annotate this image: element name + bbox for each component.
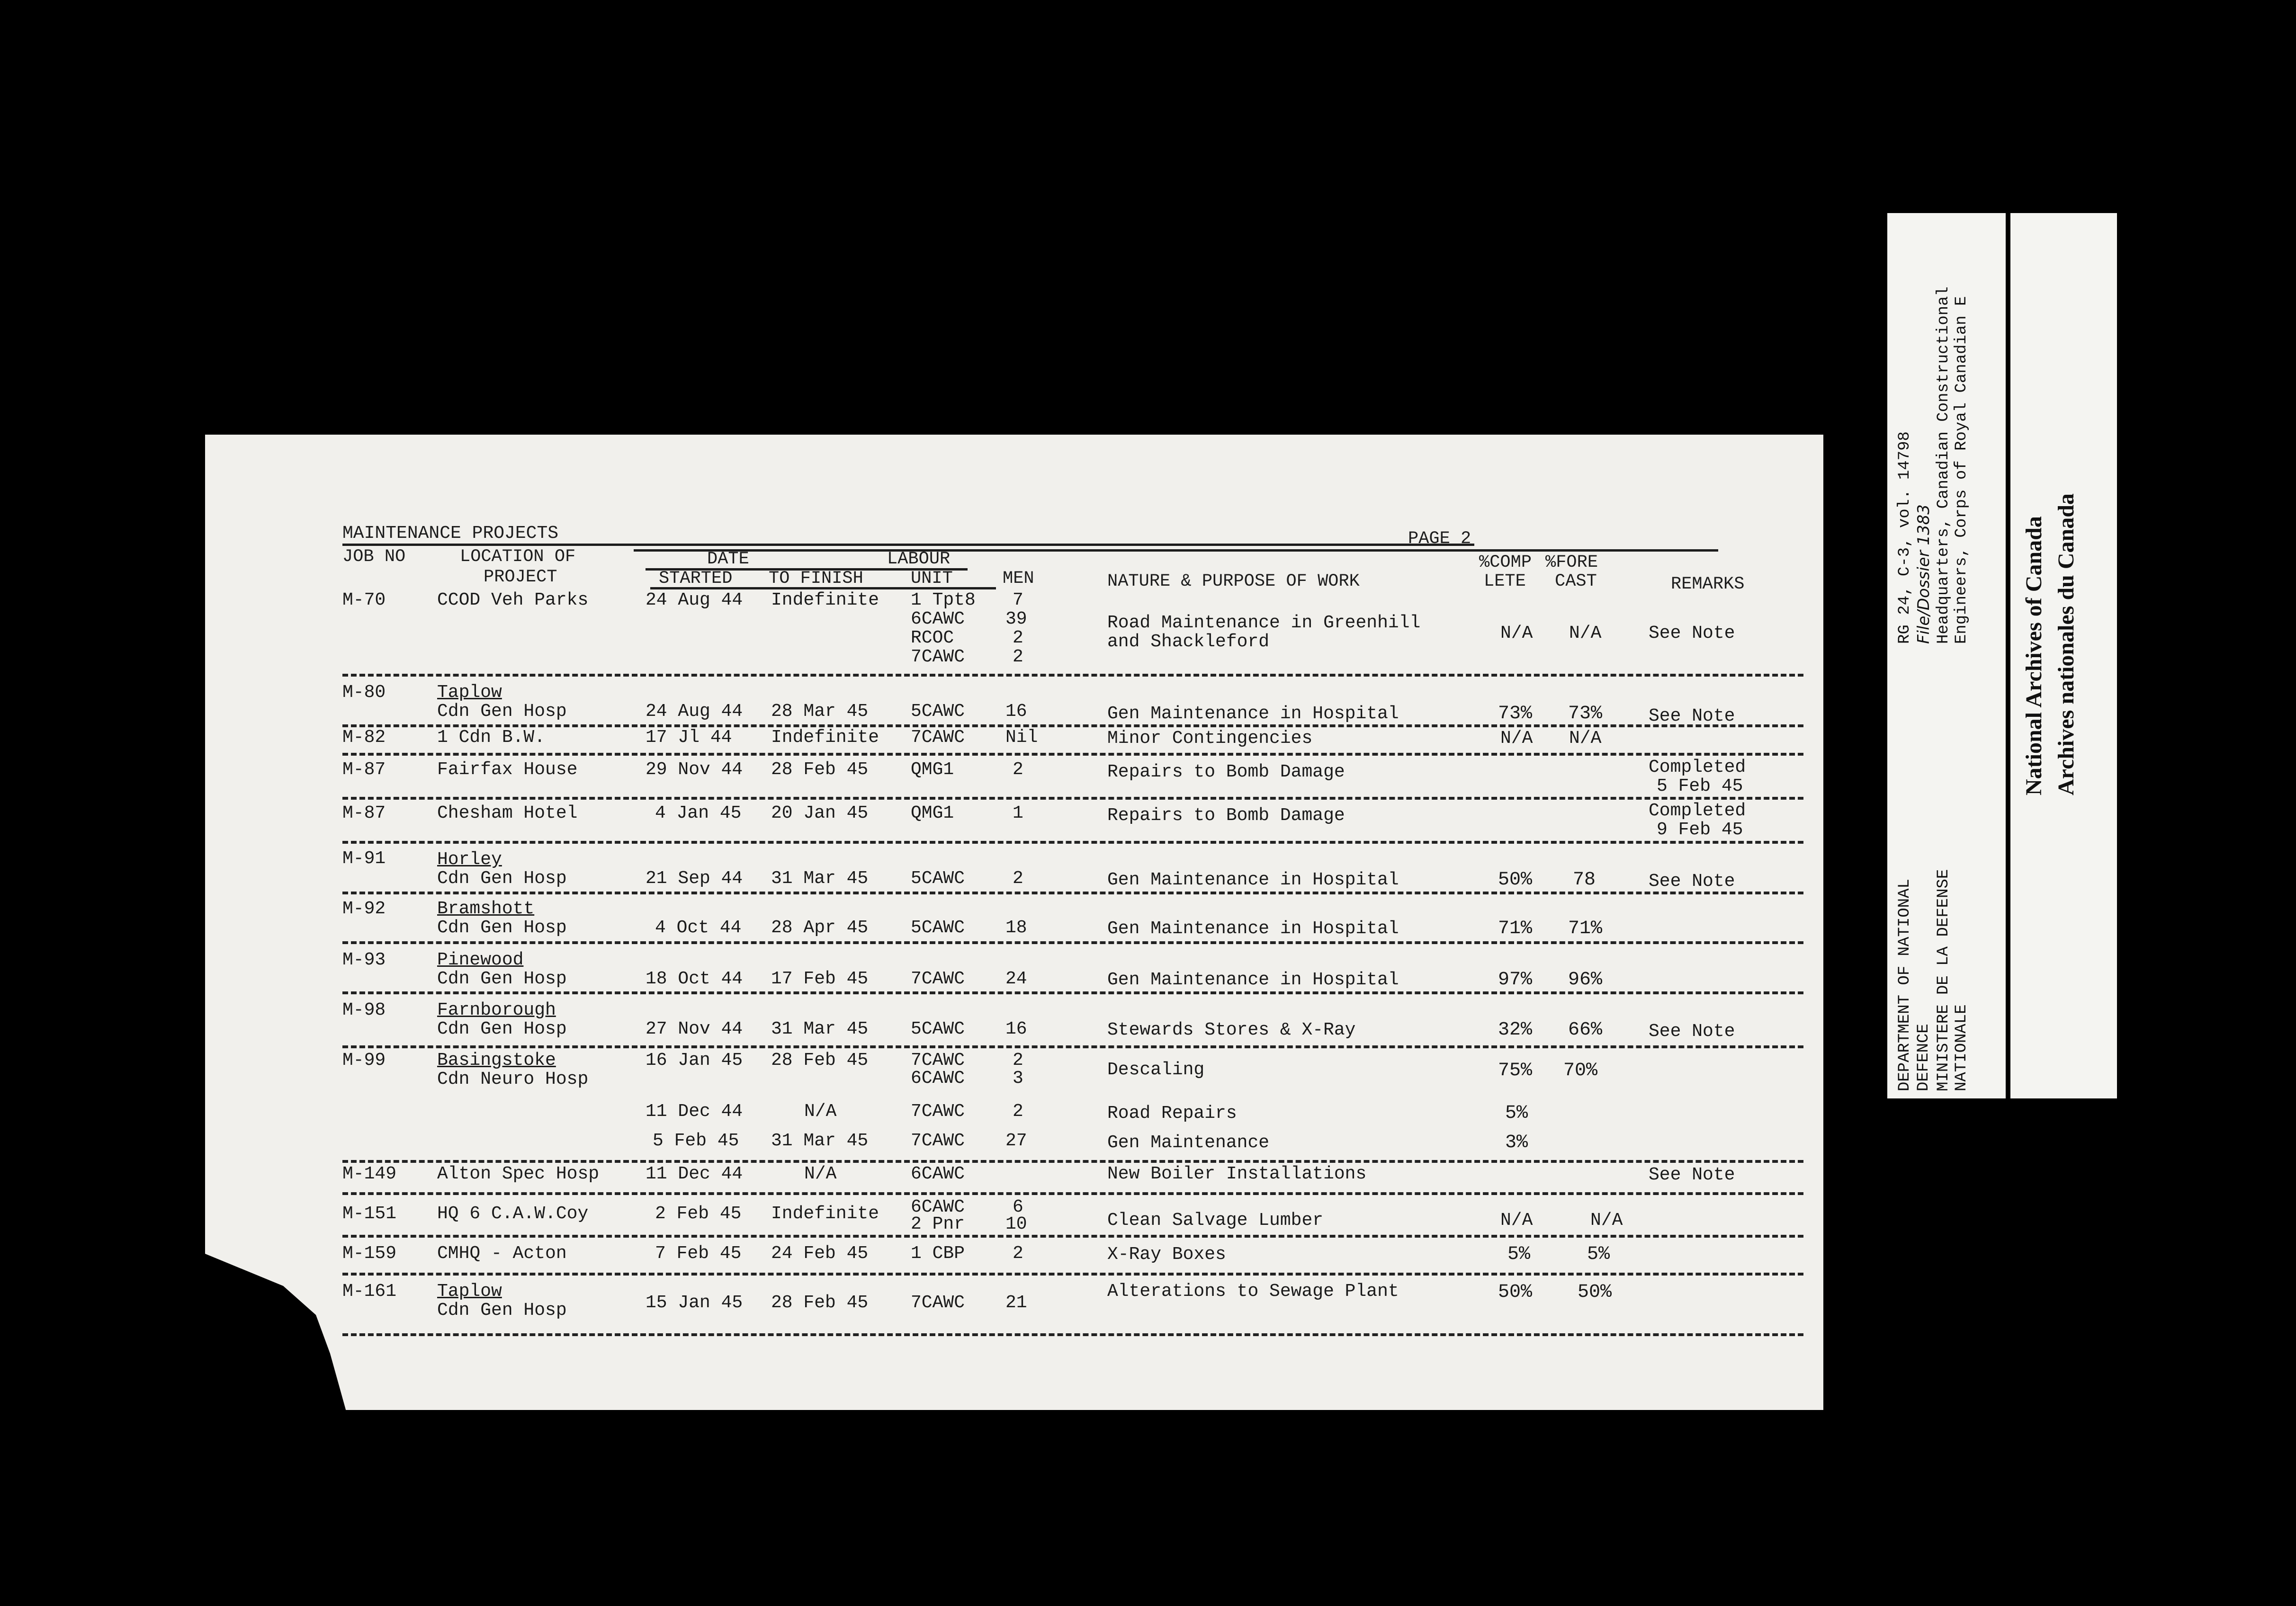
labour-unit: 7CAWC	[911, 969, 965, 989]
job-no: M-80	[342, 682, 386, 703]
nature-of-work: Gen Maintenance in Hospital	[1107, 704, 1399, 724]
date-started: 4 Oct 44	[655, 918, 742, 938]
labour-unit: QMG1	[911, 759, 954, 780]
remarks: See Note	[1649, 1021, 1735, 1042]
men-count: 1	[1013, 803, 1023, 823]
men-count: 2	[1013, 1243, 1023, 1264]
date-finish: 28 Feb 45	[771, 759, 869, 780]
header-labour: LABOUR	[887, 549, 951, 569]
labour-unit: RCOC	[911, 628, 954, 648]
date-finish: 31 Mar 45	[771, 1019, 869, 1039]
job-no: M-149	[342, 1164, 397, 1184]
location-detail: Cdn Gen Hosp	[437, 1019, 567, 1039]
nature-of-work: New Boiler Installations	[1107, 1164, 1367, 1184]
header-fore-1: %FORE	[1545, 553, 1598, 572]
percent-forecast: 66%	[1568, 1019, 1603, 1041]
percent-forecast: 5%	[1587, 1244, 1610, 1265]
labour-unit: 1 Tpt8	[911, 590, 976, 610]
job-no: M-93	[342, 950, 386, 970]
men-count: 18	[1005, 918, 1027, 938]
location: Basingstoke	[437, 1050, 556, 1071]
remarks: See Note	[1649, 623, 1735, 643]
location-detail: Cdn Gen Hosp	[437, 918, 567, 938]
percent-complete: 50%	[1498, 869, 1533, 891]
remarks: Completed	[1649, 801, 1746, 821]
men-count: 10	[1005, 1214, 1027, 1234]
header-nature: NATURE & PURPOSE OF WORK	[1107, 571, 1360, 591]
date-finish: N/A	[804, 1164, 837, 1184]
header-rule-4	[650, 587, 996, 589]
labour-unit: 7CAWC	[911, 1101, 965, 1122]
labour-unit: 7CAWC	[911, 1293, 965, 1313]
percent-forecast: 78	[1573, 869, 1596, 891]
remarks: See Note	[1649, 1165, 1735, 1185]
percent-complete: 3%	[1505, 1132, 1528, 1153]
percent-complete: 32%	[1498, 1019, 1533, 1041]
nature-of-work: Minor Contingencies	[1107, 728, 1313, 749]
header-remarks: REMARKS	[1671, 574, 1745, 594]
job-no: M-87	[342, 759, 386, 780]
men-count: 3	[1013, 1068, 1023, 1089]
date-finish: 28 Mar 45	[771, 701, 869, 722]
job-no: M-70	[342, 590, 386, 610]
row-separator	[342, 1333, 1803, 1336]
date-finish: 31 Mar 45	[771, 868, 869, 889]
date-finish: 28 Apr 45	[771, 918, 869, 938]
row-separator	[342, 674, 1803, 677]
date-finish: Indefinite	[771, 590, 879, 610]
row-separator	[342, 841, 1803, 844]
labour-unit: 7CAWC	[911, 1131, 965, 1151]
nature-of-work: Clean Salvage Lumber	[1107, 1210, 1324, 1231]
date-finish: 28 Feb 45	[771, 1050, 869, 1071]
header-rule-2	[634, 549, 1718, 552]
percent-complete: 71%	[1498, 918, 1533, 939]
percent-complete: 5%	[1507, 1244, 1531, 1265]
job-no: M-87	[342, 803, 386, 823]
header-comp-2: LETE	[1484, 571, 1526, 591]
header-rule-top	[342, 544, 1474, 546]
men-count: 2	[1013, 868, 1023, 889]
location: 1 Cdn B.W.	[437, 727, 546, 748]
men-count: 24	[1005, 969, 1027, 989]
row-separator	[342, 941, 1803, 944]
date-finish: 24 Feb 45	[771, 1243, 869, 1264]
date-started: 17 Jl 44	[646, 727, 732, 748]
percent-forecast: 73%	[1568, 703, 1603, 724]
date-started: 18 Oct 44	[646, 969, 743, 989]
location: HQ 6 C.A.W.Coy	[437, 1204, 589, 1224]
men-count: 2	[1013, 759, 1023, 780]
archive-ref-line: Headquarters, Canadian Constructional	[1935, 286, 1953, 644]
percent-forecast: 50%	[1578, 1282, 1612, 1303]
department-line: MINISTERE DE LA DEFENSE	[1935, 869, 1953, 1091]
location: CCOD Veh Parks	[437, 590, 589, 610]
header-started: STARTED	[659, 569, 733, 589]
date-started: 2 Feb 45	[655, 1204, 742, 1224]
row-separator	[342, 753, 1803, 756]
nature-of-work: X-Ray Boxes	[1107, 1244, 1226, 1265]
document-sheet	[205, 435, 1823, 1410]
document-title: MAINTENANCE PROJECTS	[342, 523, 559, 544]
labour-unit: 6CAWC	[911, 1068, 965, 1089]
nature-of-work: Descaling	[1107, 1060, 1205, 1080]
percent-complete: 5%	[1505, 1103, 1528, 1124]
header-date: DATE	[707, 549, 749, 569]
location: CMHQ - Acton	[437, 1243, 567, 1264]
percent-complete: 97%	[1498, 969, 1533, 990]
men-count: 2	[1013, 1101, 1023, 1122]
row-separator	[342, 892, 1803, 894]
department-line: DEPARTMENT OF NATIONAL	[1896, 879, 1914, 1091]
men-count: 6	[1013, 1197, 1023, 1217]
archive-ref-line: Engineers, Corps of Royal Canadian E	[1953, 296, 1971, 644]
archives-name-english: National Archives of Canada	[2021, 516, 2046, 795]
nature-of-work: and Shackleford	[1107, 632, 1270, 652]
header-fore-2: CAST	[1555, 571, 1597, 591]
header-to-finish: TO FINISH	[769, 569, 863, 589]
date-finish: 17 Feb 45	[771, 969, 869, 989]
archives-name-french: Archives nationales du Canada	[2054, 493, 2079, 795]
labour-unit: 7CAWC	[911, 727, 965, 748]
nature-of-work: Gen Maintenance	[1107, 1133, 1270, 1153]
location: Taplow	[437, 682, 502, 703]
job-no: M-161	[342, 1281, 397, 1302]
location: Farnborough	[437, 1000, 556, 1020]
date-finish: N/A	[804, 1101, 837, 1122]
nature-of-work: Repairs to Bomb Damage	[1107, 805, 1345, 826]
labour-unit: 7CAWC	[911, 1050, 965, 1071]
archive-ref-line: File/Dossier 1383	[1914, 504, 1933, 644]
men-count: 2	[1013, 628, 1023, 648]
labour-unit: 2 Pnr	[911, 1214, 965, 1234]
date-started: 24 Aug 44	[646, 701, 743, 722]
job-no: M-99	[342, 1050, 386, 1071]
labour-unit: QMG1	[911, 803, 954, 823]
header-location-2: PROJECT	[484, 567, 557, 587]
date-finish: 31 Mar 45	[771, 1131, 869, 1151]
percent-forecast: 96%	[1568, 969, 1603, 990]
men-count: 39	[1005, 609, 1027, 629]
date-started: 21 Sep 44	[646, 868, 743, 889]
location: Pinewood	[437, 950, 524, 970]
percent-complete: N/A	[1500, 728, 1533, 749]
date-started: 4 Jan 45	[655, 803, 742, 823]
nature-of-work: Repairs to Bomb Damage	[1107, 762, 1345, 782]
date-finish: 28 Feb 45	[771, 1293, 869, 1313]
row-separator	[342, 1273, 1803, 1276]
labour-unit: 1 CBP	[911, 1243, 965, 1264]
remarks: Completed	[1649, 757, 1746, 777]
labour-unit: 5CAWC	[911, 1019, 965, 1039]
date-started: 11 Dec 44	[646, 1101, 743, 1122]
nature-of-work: Road Maintenance in Greenhill	[1107, 613, 1421, 633]
archive-reference-label	[1887, 213, 2006, 1098]
percent-forecast: N/A	[1569, 623, 1602, 643]
date-started: 7 Feb 45	[655, 1243, 742, 1264]
remarks: 9 Feb 45	[1657, 820, 1743, 840]
location: Alton Spec Hosp	[437, 1164, 600, 1184]
row-separator	[342, 724, 1803, 727]
location: Fairfax House	[437, 759, 578, 780]
date-started: 5 Feb 45	[653, 1131, 739, 1151]
torn-corner	[205, 1254, 347, 1410]
labour-unit: 6CAWC	[911, 609, 965, 629]
job-no: M-98	[342, 1000, 386, 1020]
job-no: M-82	[342, 727, 386, 748]
header-unit: UNIT	[911, 569, 953, 589]
date-started: 11 Dec 44	[646, 1164, 743, 1184]
labour-unit: 5CAWC	[911, 701, 965, 722]
labour-unit: 6CAWC	[911, 1197, 965, 1217]
men-count: 21	[1005, 1293, 1027, 1313]
labour-unit: 6CAWC	[911, 1164, 965, 1184]
archive-ref-line: RG 24, C-3, vol. 14798	[1896, 431, 1914, 644]
header-location-1: LOCATION OF	[460, 547, 576, 567]
row-separator	[342, 1160, 1803, 1163]
remarks: 5 Feb 45	[1657, 776, 1743, 796]
date-finish: Indefinite	[771, 1204, 879, 1224]
men-count: 16	[1005, 701, 1027, 722]
date-started: 27 Nov 44	[646, 1019, 743, 1039]
row-separator	[342, 1192, 1803, 1195]
percent-complete: 50%	[1498, 1282, 1533, 1303]
percent-forecast: 70%	[1563, 1060, 1598, 1081]
page-number: PAGE 2	[1408, 529, 1471, 549]
date-started: 29 Nov 44	[646, 759, 743, 780]
location: Taplow	[437, 1281, 502, 1302]
percent-forecast: N/A	[1590, 1210, 1623, 1231]
location-detail: Cdn Gen Hosp	[437, 701, 567, 722]
location: Chesham Hotel	[437, 803, 578, 823]
header-comp-1: %COMP	[1479, 553, 1532, 572]
department-line: DEFENCE	[1915, 1024, 1933, 1091]
remarks: See Note	[1649, 871, 1735, 892]
location: Bramshott	[437, 899, 535, 919]
row-separator	[342, 991, 1803, 994]
row-separator	[342, 797, 1803, 800]
nature-of-work: Gen Maintenance in Hospital	[1107, 870, 1399, 890]
men-count: 27	[1005, 1131, 1027, 1151]
men-count: Nil	[1005, 727, 1038, 748]
percent-complete: N/A	[1500, 1210, 1533, 1231]
percent-complete: N/A	[1500, 623, 1533, 643]
nature-of-work: Gen Maintenance in Hospital	[1107, 970, 1399, 990]
row-separator	[342, 1235, 1803, 1238]
job-no: M-91	[342, 848, 386, 869]
nature-of-work: Gen Maintenance in Hospital	[1107, 919, 1399, 939]
percent-complete: 73%	[1498, 703, 1533, 724]
header-rule-3	[646, 568, 968, 571]
header-men: MEN	[1003, 569, 1034, 589]
nature-of-work: Road Repairs	[1107, 1103, 1237, 1124]
date-finish: Indefinite	[771, 727, 879, 748]
location-detail: Cdn Neuro Hosp	[437, 1069, 589, 1089]
percent-complete: 75%	[1498, 1060, 1533, 1081]
location-detail: Cdn Gen Hosp	[437, 1300, 567, 1320]
labour-unit: 7CAWC	[911, 647, 965, 667]
location-detail: Cdn Gen Hosp	[437, 969, 567, 989]
labour-unit: 5CAWC	[911, 868, 965, 889]
percent-forecast: N/A	[1569, 728, 1602, 749]
percent-forecast: 71%	[1568, 918, 1603, 939]
nature-of-work: Stewards Stores & X-Ray	[1107, 1020, 1356, 1040]
date-started: 16 Jan 45	[646, 1050, 743, 1071]
remarks: See Note	[1649, 706, 1735, 726]
date-finish: 20 Jan 45	[771, 803, 869, 823]
nature-of-work: Alterations to Sewage Plant	[1107, 1281, 1399, 1302]
men-count: 2	[1013, 647, 1023, 667]
men-count: 7	[1013, 590, 1023, 610]
job-no: M-151	[342, 1204, 397, 1224]
header-job-no: JOB NO	[342, 547, 406, 567]
labour-unit: 5CAWC	[911, 918, 965, 938]
row-separator	[342, 1045, 1803, 1048]
men-count: 2	[1013, 1050, 1023, 1071]
job-no: M-159	[342, 1243, 397, 1264]
men-count: 16	[1005, 1019, 1027, 1039]
location: Horley	[437, 849, 502, 870]
date-started: 24 Aug 44	[646, 590, 743, 610]
job-no: M-92	[342, 899, 386, 919]
date-started: 15 Jan 45	[646, 1293, 743, 1313]
location-detail: Cdn Gen Hosp	[437, 868, 567, 889]
national-archives-label	[2010, 213, 2117, 1098]
department-line: NATIONALE	[1953, 1004, 1971, 1091]
